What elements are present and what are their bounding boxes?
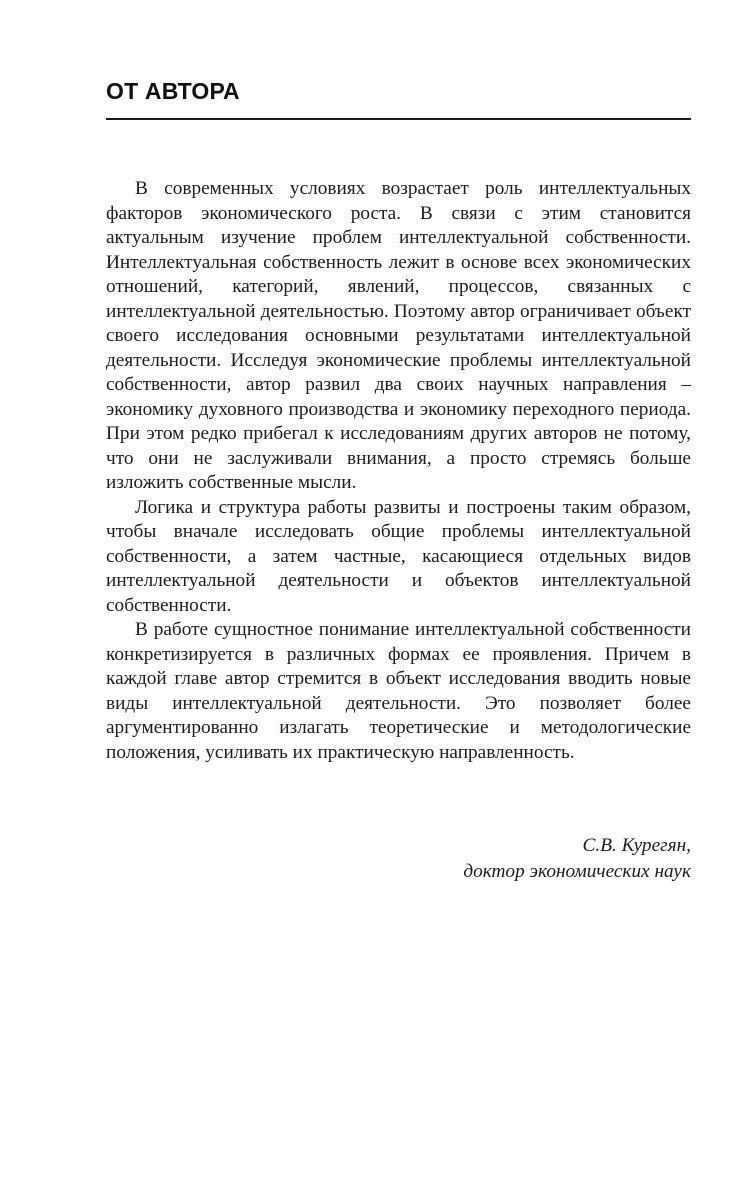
author-signature xyxy=(463,833,691,885)
paragraph: В современных условиях возрастает роль интеллектуальных факторов экономического роста. В связи с этим становится актуальным изучение проблем интеллектуальной собственности. Интеллектуальная собственность лежит в основе всех экономических отношений, категорий, явлений, процессов, связанных с интеллектуальной деятельностью. Поэтому автор ограничивает объект своего исследования основными результатами интеллектуальной деятельности. Исследуя экономические проблемы интеллектуальной собственности, автор развил два своих научных направления – экономику духовного производства и экономику переходного периода. При этом редко прибегал к исследованиям других авторов не потому, что они не заслуживали внимания, а просто стремясь больше изложить собственные мысли. xyxy=(106,178,691,493)
paragraph: В работе сущностное понимание интеллектуальной собственности конкретизируется в различных формах ее проявления. Причем в каждой главе автор стремится в объект исследования вводить новые виды интеллектуальной деятельности. Это позволяет более аргументированно излагать теоретические и методологические положения, усиливать их практическую направленность. xyxy=(106,619,691,763)
body-text xyxy=(106,177,691,765)
section-heading: ОТ АВТОРА xyxy=(106,78,240,104)
author-name: С.В. Курегян, xyxy=(582,835,691,856)
heading-underline xyxy=(106,118,691,120)
paragraph: Логика и структура работы развиты и построены таким образом, чтобы вначале исследовать общие проблемы интеллектуальной собственности, а затем частные, касающиеся отдельных видов интеллектуальной деятельности и объектов интеллектуальной собственности. xyxy=(106,496,691,616)
author-title: доктор экономических наук xyxy=(463,861,691,882)
